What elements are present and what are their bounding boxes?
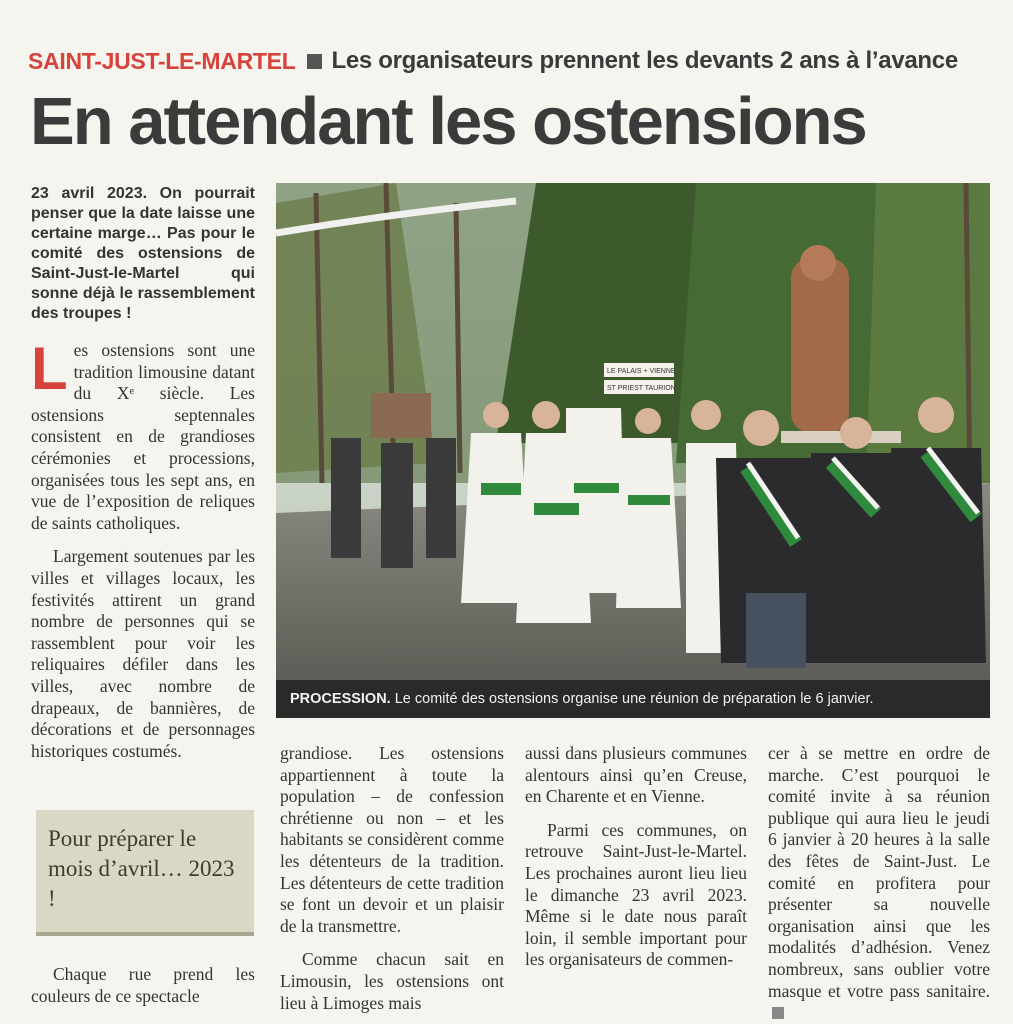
dropcap: L (31, 335, 68, 402)
body-paragraph-2: Largement soutenues par les villes et villages locaux, les festivités attirent un grand nombre de personnes qui se rassemblent pour voir les reliquaires défiler dans les villes, avec nombre de drapeaux, de bannières, de décorations et de personnages historiques costumés. (31, 546, 255, 761)
body-paragraph-c4-1 (768, 743, 990, 1024)
body-paragraph-1 (31, 335, 255, 534)
body-paragraph-c4-1-text: cer à se mettre en ordre de marche. C’est pourquoi le comité invite à sa réunion publique qui aura lieu le jeudi 6 janvier à 20 heures à la salle des fêtes de Saint-Just. Le comité en profitera pour présenter sa nouvelle organisation ainsi que les modalités d’adhésion. Venez nombreux, sans oublier votre masque et votre pass sanitaire. (768, 743, 990, 1001)
kicker-place: SAINT-JUST-LE-MARTEL (28, 47, 296, 74)
body-paragraph-c3-2: Parmi ces communes, on retrouve Saint-Just-le-Martel. Les prochaines auront lieu lieu le dimanche 23 avril 2023. Même si le date nous paraît loin, il semble important pour les organisateurs de commen- (525, 819, 747, 970)
body-paragraph-1-text: es ostensions sont une tradition limousine datant du Xᵉ siècle. Les ostensions septennales consistent en de grandioses cérémonies et processions, organisées tous les sept ans, en vue de l’exposition de reliques de saints catholiques. (31, 340, 255, 533)
column-1-bottom (31, 964, 255, 1007)
end-of-article-square-icon (772, 1007, 784, 1019)
photo-caption-label: PROCESSION. (290, 691, 391, 707)
body-paragraph-c2-2: Comme chacun sait en Limousin, les ostensions ont lieu à Limoges mais (280, 949, 504, 1013)
photo-caption-text: Le comité des ostensions organise une réunion de préparation le 6 janvier. (390, 691, 874, 707)
kicker (28, 44, 988, 78)
highlight-box (36, 810, 254, 936)
headline: En attendant les ostensions (30, 84, 866, 159)
kicker-square-icon (307, 54, 322, 69)
highlight-box-text: Pour préparer le mois d’avril… 2023 ! (48, 826, 235, 911)
column-4 (768, 743, 990, 1024)
body-paragraph-3: Chaque rue prend les couleurs de ce spectacle (31, 964, 255, 1006)
column-1 (31, 335, 255, 762)
procession-photo-illustration (276, 183, 990, 718)
lead-paragraph: 23 avril 2023. On pourrait penser que la date laisse une certaine marge… Pas pour le comité des ostensions de Saint-Just-le-Martel qui sonne déjà le rassemblement des troupes ! (31, 185, 255, 322)
body-paragraph-c2-1: grandiose. Les ostensions appartiennent à toute la population – de confession chrétienne ou non – et les habitants se considèrent comme les détenteurs de la tradition. Les détenteurs de cette tradition se font un devoir et un plaisir de la transmettre. (280, 743, 504, 936)
procession-photo (276, 183, 990, 718)
column-2 (280, 743, 504, 1014)
photo-caption (276, 680, 990, 718)
body-paragraph-c3-1: aussi dans plusieurs communes alentours ainsi qu’en Creuse, en Charente et en Vienne. (525, 743, 747, 807)
road-sign-line-1: LE PALAIS + VIENNE (607, 368, 676, 375)
kicker-subtitle: Les organisateurs prennent les devants 2 ans à l’avance (331, 47, 958, 74)
road-sign-line-2: ST PRIEST TAURION (607, 385, 676, 392)
column-3 (525, 743, 747, 971)
